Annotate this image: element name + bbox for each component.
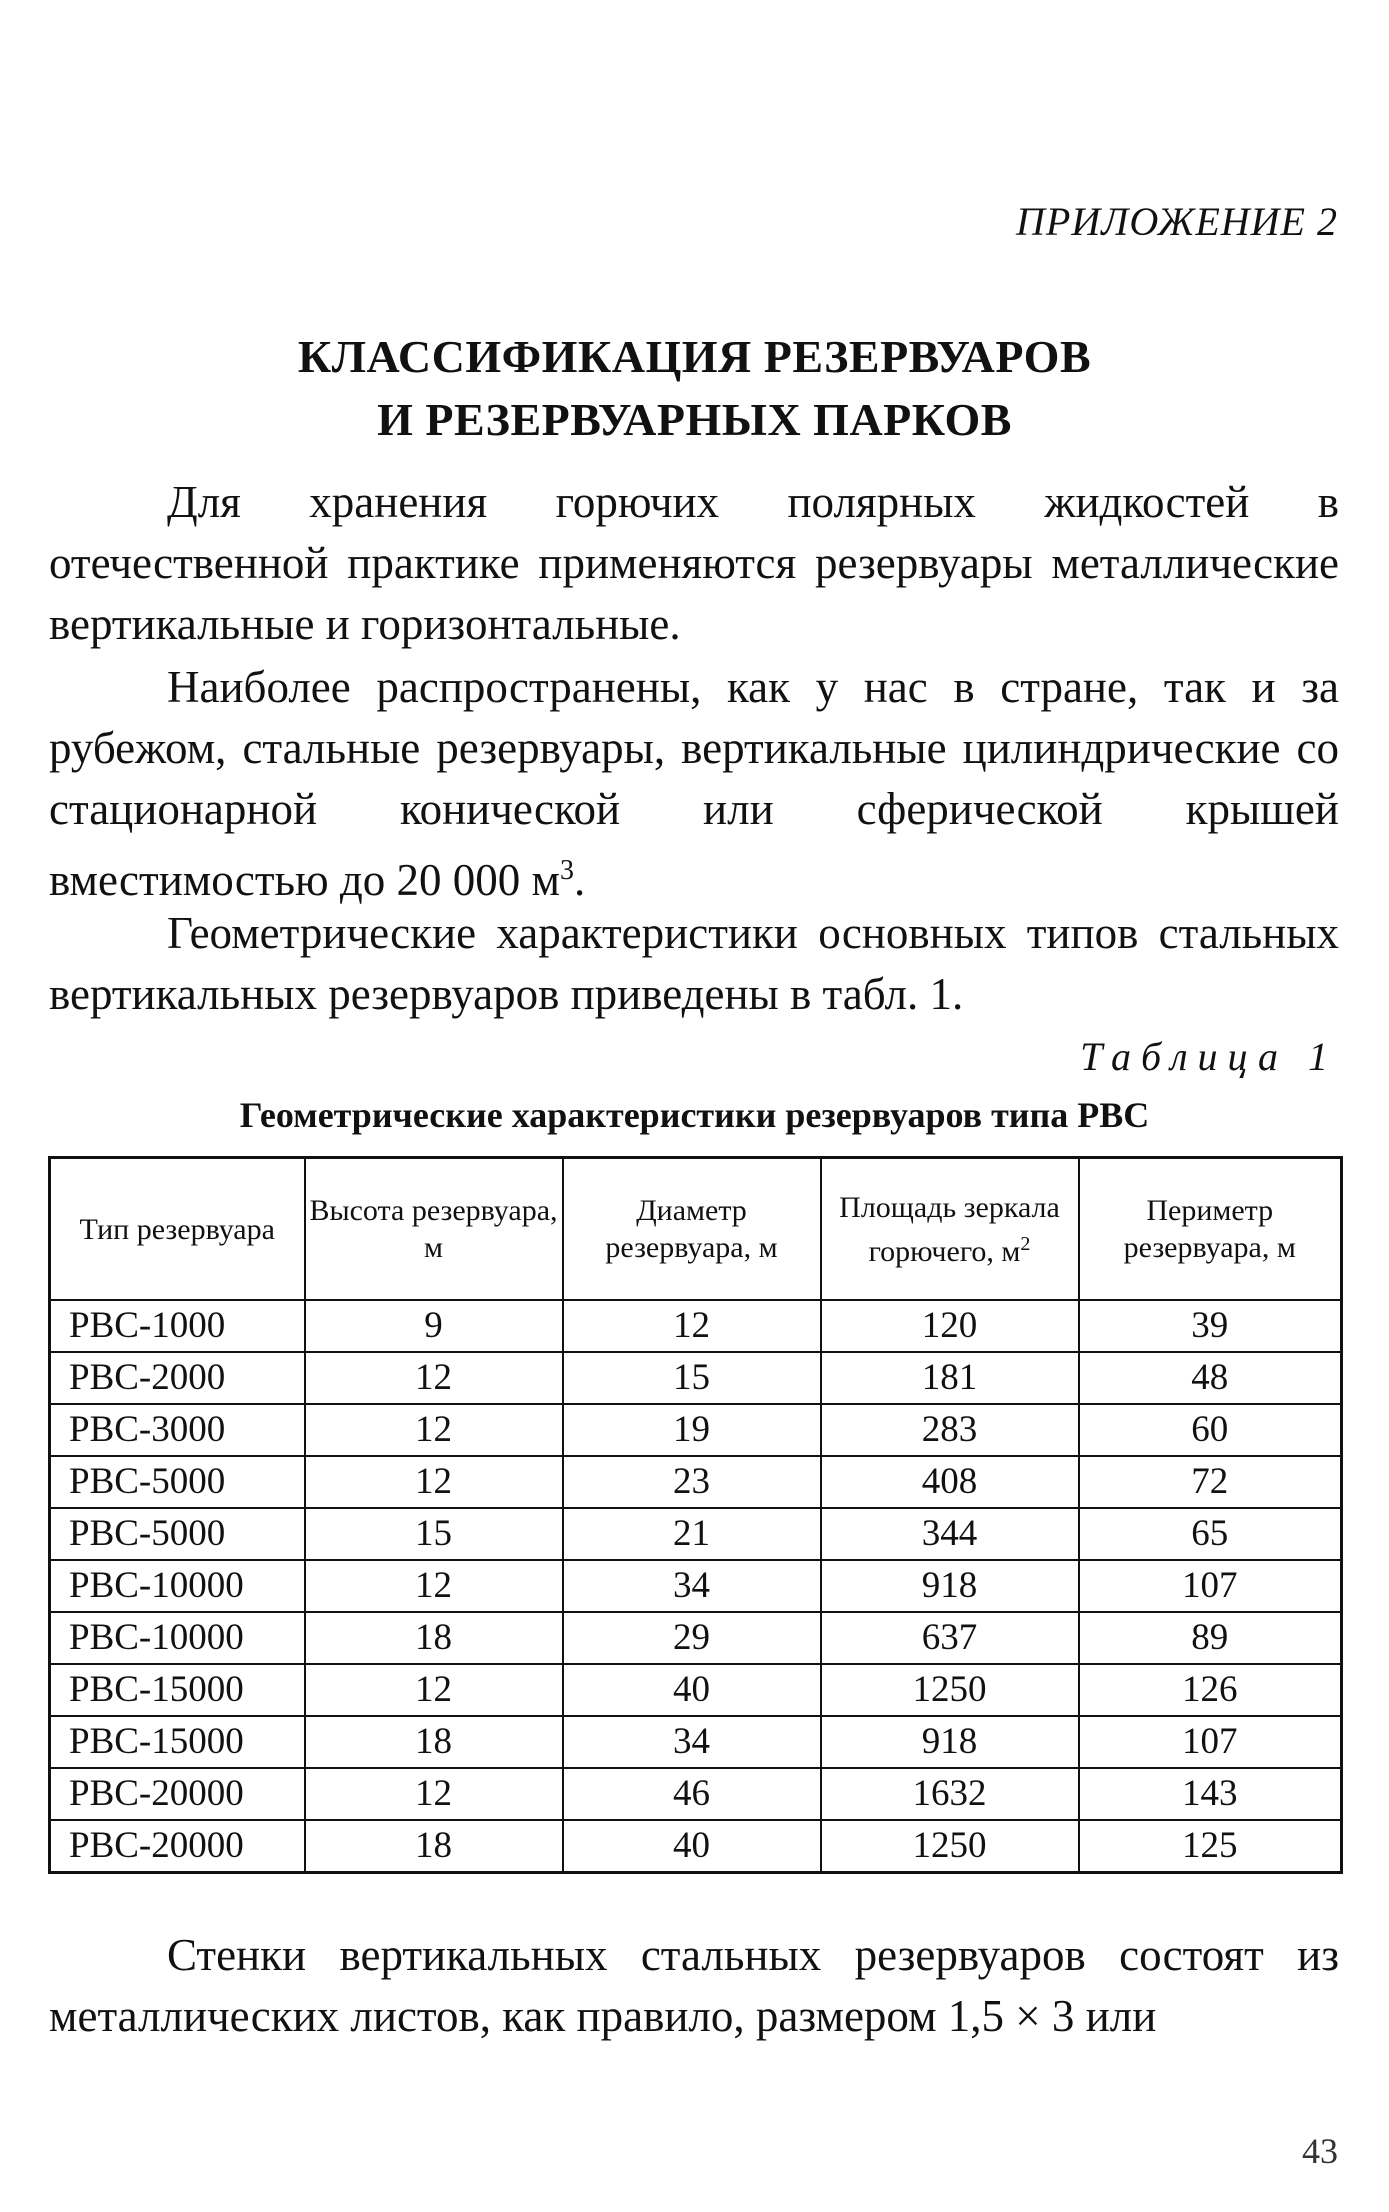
table-cell: 918 <box>821 1560 1079 1612</box>
table-cell: 29 <box>563 1612 821 1664</box>
table-cell: 12 <box>305 1404 563 1456</box>
table-cell-type: РВС-20000 <box>50 1768 305 1820</box>
table-cell: 21 <box>563 1508 821 1560</box>
table-cell: 1250 <box>821 1820 1079 1873</box>
table-cell: 125 <box>1079 1820 1342 1873</box>
table-cell: 9 <box>305 1300 563 1352</box>
table-cell: 12 <box>305 1456 563 1508</box>
paragraph-2-superscript: 3 <box>560 855 575 886</box>
table-cell-type: РВС-5000 <box>50 1508 305 1560</box>
table-cell: 283 <box>821 1404 1079 1456</box>
table-cell: 89 <box>1079 1612 1342 1664</box>
table-cell-type: РВС-15000 <box>50 1664 305 1716</box>
table-cell: 18 <box>305 1820 563 1873</box>
table-row <box>50 1300 1342 1352</box>
table-cell: 40 <box>563 1664 821 1716</box>
tank-characteristics-table <box>48 1156 1343 1874</box>
table-cell: 1632 <box>821 1768 1079 1820</box>
paragraph-1: Для хранения горючих полярных жидкостей в отечественной практике применяются резервуары металлические вертикальные и горизонтальные. <box>49 477 1339 649</box>
table-row <box>50 1508 1342 1560</box>
section-title-line1: КЛАССИФИКАЦИЯ РЕЗЕРВУАРОВ <box>297 331 1092 382</box>
table-cell: 120 <box>821 1300 1079 1352</box>
header-diameter: Диаметр резервуара, м <box>563 1158 821 1301</box>
appendix-label: ПРИЛОЖЕНИЕ 2 <box>1016 199 1338 244</box>
table-cell: 46 <box>563 1768 821 1820</box>
table-cell-type: РВС-5000 <box>50 1456 305 1508</box>
table-row <box>50 1820 1342 1873</box>
table-header-row <box>50 1158 1342 1301</box>
table-cell: 408 <box>821 1456 1079 1508</box>
table-cell-type: РВС-20000 <box>50 1820 305 1873</box>
table-cell-type: РВС-3000 <box>50 1404 305 1456</box>
table-cell: 107 <box>1079 1716 1342 1768</box>
table-cell: 60 <box>1079 1404 1342 1456</box>
table-caption: Геометрические характеристики резервуаров типа РВС <box>239 1095 1150 1135</box>
table-cell: 12 <box>305 1664 563 1716</box>
table-cell: 143 <box>1079 1768 1342 1820</box>
paragraph-2 <box>49 657 1339 911</box>
table-cell: 19 <box>563 1404 821 1456</box>
table-cell-type: РВС-1000 <box>50 1300 305 1352</box>
table-cell-type: РВС-2000 <box>50 1352 305 1404</box>
table-cell: 918 <box>821 1716 1079 1768</box>
table-cell: 181 <box>821 1352 1079 1404</box>
table-row <box>50 1456 1342 1508</box>
table-row <box>50 1716 1342 1768</box>
table-cell: 12 <box>305 1352 563 1404</box>
table-cell-type: РВС-10000 <box>50 1560 305 1612</box>
table-cell: 65 <box>1079 1508 1342 1560</box>
paragraph-2-text: Наиболее распространены, как у нас в стране, так и за рубежом, стальные резервуары, вертикальные цилиндрические со стационарной конической или сферической крышей вместимостью до 20 000 м <box>49 662 1339 905</box>
table-cell: 72 <box>1079 1456 1342 1508</box>
header-perimeter: Периметр резервуара, м <box>1079 1158 1342 1301</box>
page-number: 43 <box>1302 2131 1338 2171</box>
table-cell: 40 <box>563 1820 821 1873</box>
header-area: Площадь зеркала горючего, $м^2$ <box>821 1158 1079 1301</box>
table-cell: 18 <box>305 1716 563 1768</box>
header-type: Тип резервуара <box>50 1158 305 1301</box>
table-cell: 12 <box>305 1768 563 1820</box>
table-cell: 1250 <box>821 1664 1079 1716</box>
table-label: Таблица 1 <box>1080 1034 1338 1079</box>
table-cell: 12 <box>305 1560 563 1612</box>
table-row <box>50 1768 1342 1820</box>
table-row <box>50 1612 1342 1664</box>
table-cell: 126 <box>1079 1664 1342 1716</box>
table-row <box>50 1664 1342 1716</box>
table-cell: 15 <box>305 1508 563 1560</box>
table-row <box>50 1404 1342 1456</box>
table-cell-type: РВС-15000 <box>50 1716 305 1768</box>
header-height: Высота резервуара, м <box>305 1158 563 1301</box>
table-row <box>50 1560 1342 1612</box>
table-row <box>50 1352 1342 1404</box>
table-cell: 637 <box>821 1612 1079 1664</box>
table-cell: 12 <box>563 1300 821 1352</box>
table-body <box>50 1300 1342 1873</box>
table-cell: 34 <box>563 1560 821 1612</box>
table-cell: 18 <box>305 1612 563 1664</box>
paragraph-4: Стенки вертикальных стальных резервуаров состоят из металлических листов, как правило, размером 1,5 × 3 или <box>49 1930 1339 2041</box>
table-cell: 23 <box>563 1456 821 1508</box>
paragraph-2-end: . <box>574 855 586 905</box>
table-cell: 48 <box>1079 1352 1342 1404</box>
table-cell: 344 <box>821 1508 1079 1560</box>
section-title-line2: И РЕЗЕРВУАРНЫХ ПАРКОВ <box>377 394 1012 445</box>
table-cell: 39 <box>1079 1300 1342 1352</box>
table-cell: 34 <box>563 1716 821 1768</box>
table-cell-type: РВС-10000 <box>50 1612 305 1664</box>
table-cell: 15 <box>563 1352 821 1404</box>
table-cell: 107 <box>1079 1560 1342 1612</box>
paragraph-3: Геометрические характеристики основных типов стальных вертикальных резервуаров приведены в табл. 1. <box>49 908 1339 1019</box>
